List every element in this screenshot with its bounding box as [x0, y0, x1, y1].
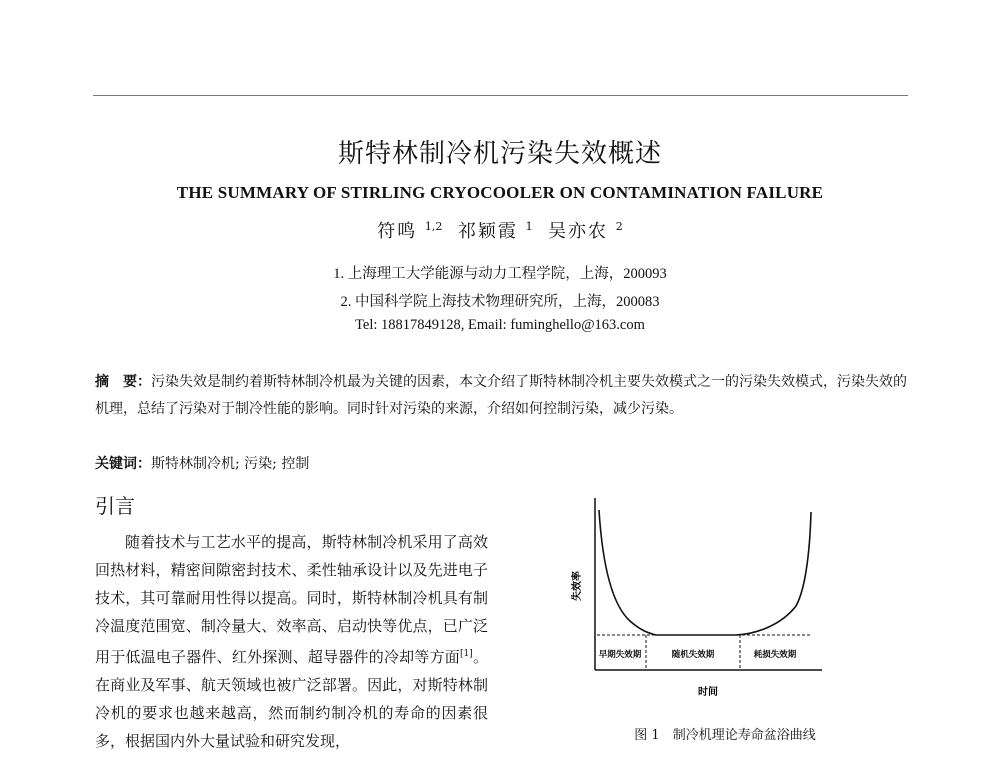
bathtub-curve-figure	[560, 488, 890, 708]
keywords	[95, 453, 907, 473]
citation-ref[interactable]: [1]	[460, 649, 473, 659]
intro-text-part1: 随着技术与工艺水平的提高，斯特林制冷机采用了高效回热材料，精密间隙密封技术、柔性轴承设计以及先进电子技术，其可靠耐用性得以提高。同时，斯特林制冷机具有制冷温度范围宽、制冷量大、效率高、启动快等优点，已广泛用于低温电子器件、红外探测、超导器件的冷却等方面	[95, 533, 488, 666]
contact-info: Tel: 18817849128, Email: fuminghello@163.com	[355, 317, 645, 333]
author-affiliation-mark: 2	[615, 220, 623, 233]
paper-title-en: THE SUMMARY OF STIRLING CRYOCOOLER ON CONTAMINATION FAILURE	[176, 183, 824, 202]
header-rule	[93, 95, 908, 96]
x-axis-label: 时间	[698, 687, 718, 698]
intro-paragraph	[95, 528, 488, 755]
region-label-wearout: 耗损失效期	[753, 650, 797, 660]
author-name: 符鸣	[377, 221, 418, 242]
intro-text-part2: 。在商业及军事、航天领域也被广泛部署。因此，对斯特林制冷机的要求也越来越高，然而制约制冷机的寿命的因素很多，根据国内外大量试验和研究发现，	[95, 648, 488, 750]
bathtub-curve	[599, 510, 811, 635]
author-affiliation-mark: 1	[525, 220, 533, 233]
author-list	[0, 217, 1000, 243]
affiliation-1: 1. 上海理工大学能源与动力工程学院，上海，200093	[333, 266, 667, 282]
figure-caption: 图 1 制冷机理论寿命盆浴曲线	[634, 728, 816, 743]
paper-title-cn: 斯特林制冷机污染失效概述	[337, 139, 662, 169]
region-label-random: 随机失效期	[671, 650, 715, 660]
author-name: 祁颖霞	[457, 221, 518, 242]
author-name: 吴亦农	[548, 221, 609, 242]
affiliation-2: 2. 中国科学院上海技术物理研究所，上海，200083	[340, 294, 660, 310]
abstract-text: 污染失效是制约着斯特林制冷机最为关键的因素，本文介绍了斯特林制冷机主要失效模式之一的污染失效模式，污染失效的机理，总结了污染对于制冷性能的影响。同时针对污染的来源，介绍如何控制污染，减少污染。	[95, 374, 907, 417]
abstract-label: 摘 要：	[95, 374, 151, 390]
region-label-early: 早期失效期	[598, 650, 642, 660]
author-affiliation-mark: 1,2	[424, 220, 443, 233]
keywords-text: 斯特林制冷机; 污染; 控制	[151, 456, 310, 472]
abstract	[95, 369, 907, 423]
section-heading: 引言	[95, 494, 135, 518]
keywords-label: 关键词：	[95, 456, 151, 472]
y-axis-label: 失效率	[572, 571, 583, 601]
